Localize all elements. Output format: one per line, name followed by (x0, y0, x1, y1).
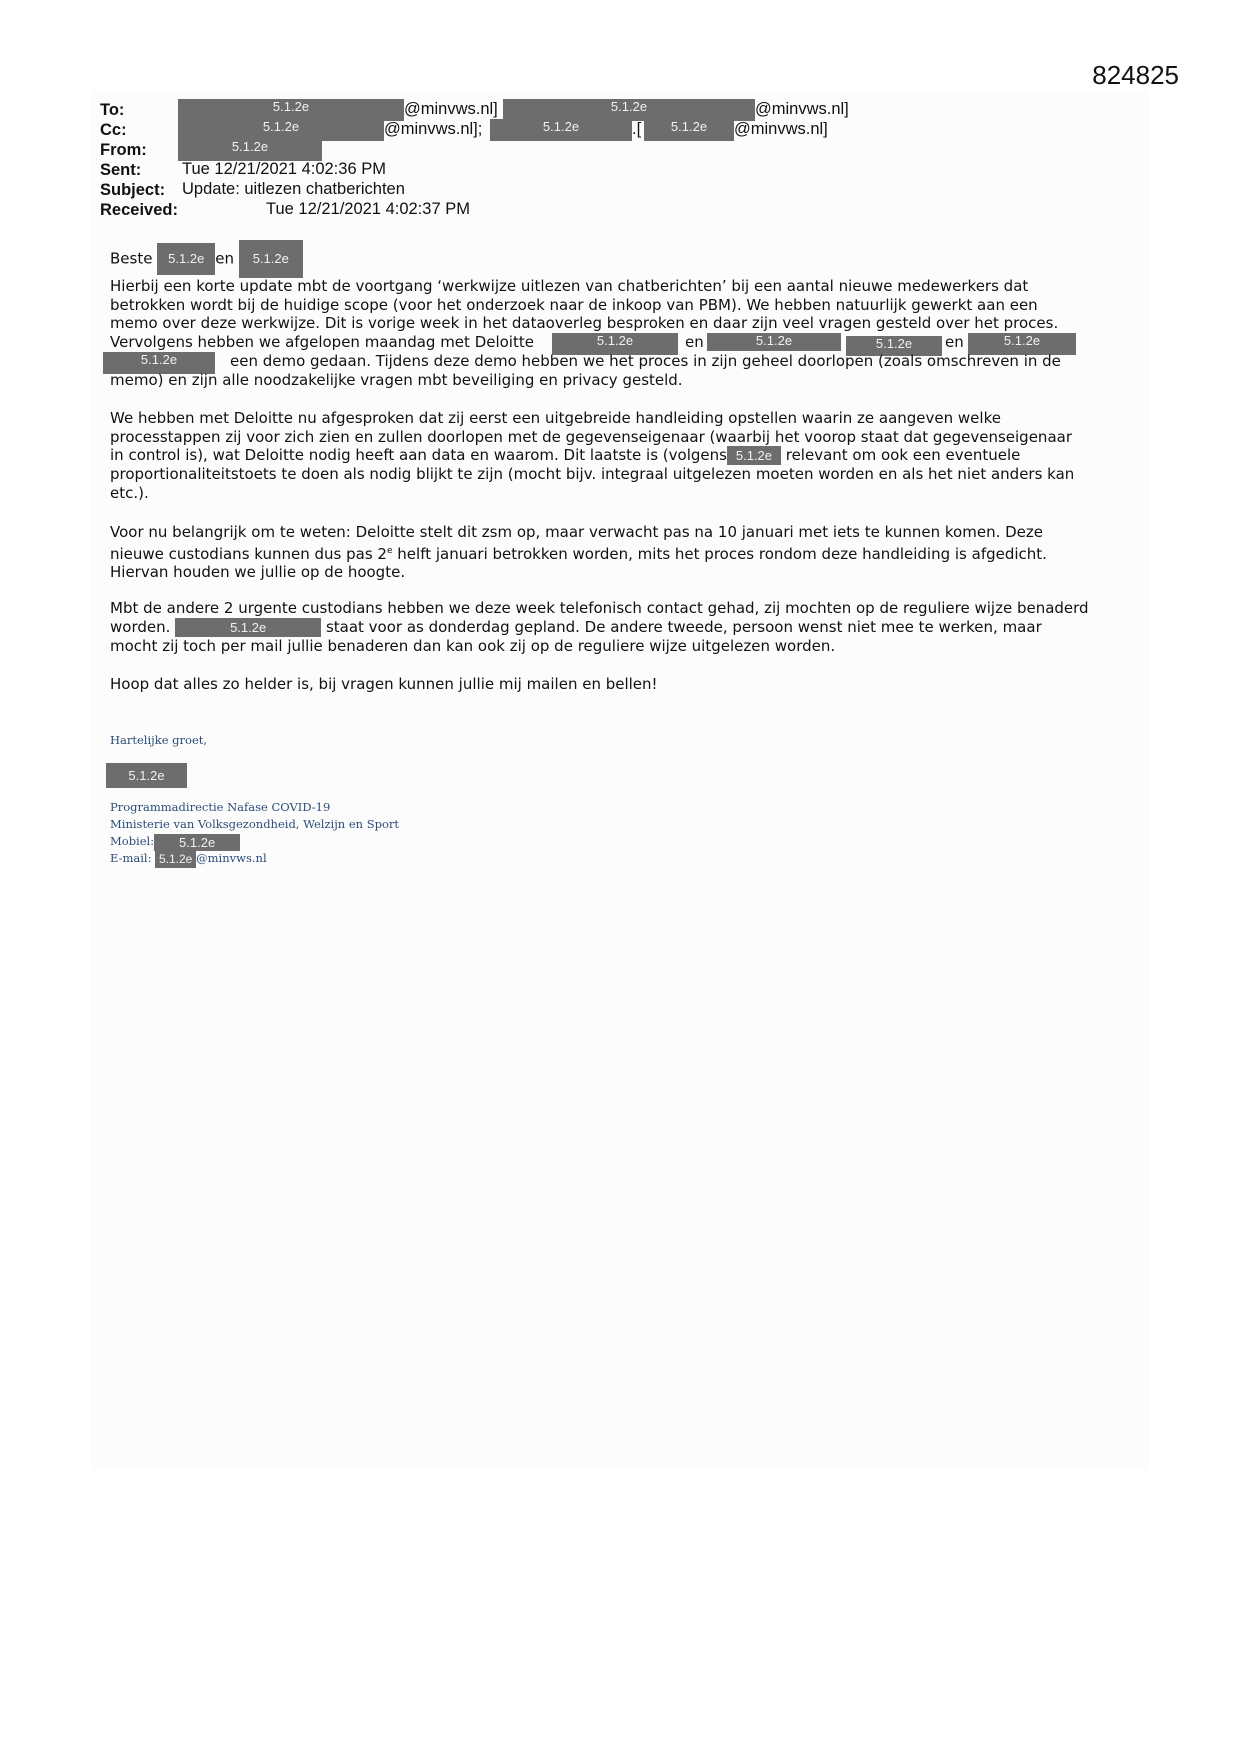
to-label: To: (100, 101, 125, 119)
redaction-signature-name: 5.1.2e (106, 763, 187, 788)
redaction-name-1: 5.1.2e (157, 243, 215, 275)
redaction-name-2: 5.1.2e (239, 240, 303, 278)
p1-line-4-text: Vervolgens hebben we afgelopen maandag met Deloitte (110, 332, 534, 351)
redaction-p1-c: 5.1.2e (846, 336, 942, 356)
greeting-line (110, 240, 1140, 278)
p1-line-5 (230, 352, 1130, 371)
received-label: Received: (100, 201, 178, 219)
p1-line-6-text: memo) en zijn alle noodzakelijke vragen mbt beveiliging en privacy gesteld. (110, 371, 683, 389)
p2-line-3 (110, 446, 1140, 465)
p1-line-5-text: een demo gedaan. Tijdens deze demo hebben we het proces in zijn geheel doorlopen (zoals omschreven in de (230, 352, 1061, 370)
redaction-p1-d: 5.1.2e (968, 333, 1076, 355)
cc-domain-2: @minvws.nl] (734, 120, 828, 138)
cc-separator: .[ (632, 120, 642, 138)
subject-label: Subject: (100, 181, 166, 199)
p3-superscript: e (386, 545, 393, 556)
redaction-p1-e: 5.1.2e (103, 352, 215, 374)
p2-line-3-b: relevant om ook een eventuele (785, 446, 1021, 464)
redaction-p2: 5.1.2e (727, 446, 781, 465)
signature-department: Programmadirectie Nafase COVID-19 (110, 800, 331, 814)
to-domain-1: @minvws.nl] (404, 100, 498, 118)
subject-value: Update: uitlezen chatberichten (182, 180, 405, 198)
p2-line-4: proportionaliteitstoets te doen als nodig blijkt te zijn (mocht bijv. integraal uitgelezen moeten worden en als het niet anders kan (110, 465, 1075, 483)
cc-label: Cc: (100, 121, 127, 139)
document-number: 824825 (1092, 60, 1179, 90)
signature-ministry: Ministerie van Volksgezondheid, Welzijn en Sport (110, 817, 399, 831)
redaction-to-2: 5.1.2e (503, 99, 755, 121)
p4-line-1: Mbt de andere 2 urgente custodians hebben we deze week telefonisch contact gehad, zij mochten op de reguliere wijze benaderd (110, 599, 1089, 617)
p3-line-2 (110, 542, 1140, 564)
p2-line-3-a: in control is), wat Deloitte nodig heeft aan data en waarom. Dit laatste is (volgens (110, 446, 727, 464)
email-label: E-mail: (110, 851, 152, 865)
p1-line-6 (110, 371, 1140, 390)
p3-line-3: Hiervan houden we jullie op de hoogte. (110, 563, 406, 581)
p3-line-2-b: helft januari betrokken worden, mits het proces rondom deze handleiding is afgedicht. (392, 544, 1047, 563)
p2-line-5: etc.). (110, 483, 149, 502)
to-domain-2: @minvws.nl] (755, 100, 849, 118)
greeting-en: en (215, 249, 234, 268)
p4-line-2 (110, 618, 1140, 637)
redaction-mobile: 5.1.2e (154, 834, 240, 851)
signature-mobile (110, 833, 240, 851)
p2-line-2: processtappen zij voor zich zien en zullen doorlopen met de gegevenseigenaar (waarbij het voorop staat dat gegevenseigenaar (110, 427, 1072, 446)
p1-en: en (685, 333, 704, 351)
sent-label: Sent: (100, 161, 142, 179)
p1-line-2: betrokken wordt bij de huidige scope (voor het onderzoek naar de inkoop van PBM). We hebben natuurlijk gewerkt aan een (110, 295, 1038, 314)
redaction-email: 5.1.2e (155, 851, 196, 868)
p3-line-1: Voor nu belangrijk om te weten: Deloitte stelt dit zsm op, maar verwacht pas na 10 januari met iets te kunnen komen. Deze (110, 523, 1043, 541)
redaction-p4: 5.1.2e (175, 618, 321, 637)
redaction-cc-3: 5.1.2e (644, 119, 734, 141)
p1-line-1: Hierbij een korte update mbt de voortgang ‘werkwijze uitlezen van chatberichten’ bij een aantal nieuwe medewerkers dat (110, 277, 1029, 295)
p4-line-2-b: staat voor as donderdag gepland. De andere tweede, persoon wenst niet mee te werken, maar (325, 617, 1042, 636)
received-value: Tue 12/21/2021 4:02:37 PM (266, 200, 470, 218)
p4-line-2-a: worden. (110, 617, 171, 636)
p3-line-2-a: nieuwe custodians kunnen dus pas 2 (110, 544, 387, 563)
redaction-cc-2: 5.1.2e (490, 119, 632, 141)
closing-text: Hoop dat alles zo helder is, bij vragen kunnen jullie mij mailen en bellen! (110, 675, 658, 693)
p2-line-1: We hebben met Deloitte nu afgesproken dat zij eerst een uitgebreide handleiding opstellen waarin ze aangeven welke (110, 409, 1001, 427)
redaction-p1-b: 5.1.2e (707, 333, 841, 351)
sent-value: Tue 12/21/2021 4:02:36 PM (182, 160, 386, 178)
p4-line-3: mocht zij toch per mail jullie benaderen dan kan ook zij op de reguliere wijze uitgelezen worden. (110, 636, 836, 655)
paragraph-3 (110, 523, 1140, 582)
closing-line (110, 675, 1140, 694)
signature-greeting: Hartelijke groet, (110, 733, 208, 747)
p1-line-3: memo over deze werkwijze. Dit is vorige week in het dataoverleg besproken en daar zijn veel vragen gesteld over het proces. (110, 314, 1059, 332)
paragraph-4 (110, 599, 1140, 655)
redaction-from: 5.1.2e (178, 139, 322, 161)
redaction-to-1: 5.1.2e (178, 99, 404, 121)
from-label: From: (100, 141, 147, 159)
mobile-label: Mobiel: (110, 834, 155, 848)
greeting-word: Beste (110, 249, 153, 268)
paragraph-2 (110, 409, 1140, 502)
email-domain: @minvws.nl (196, 851, 267, 865)
redaction-cc-1: 5.1.2e (178, 119, 384, 141)
cc-domain-1: @minvws.nl]; (384, 120, 483, 138)
redaction-p1-a: 5.1.2e (552, 333, 678, 355)
p1-en-2: en (945, 333, 964, 351)
signature-email (110, 850, 267, 868)
